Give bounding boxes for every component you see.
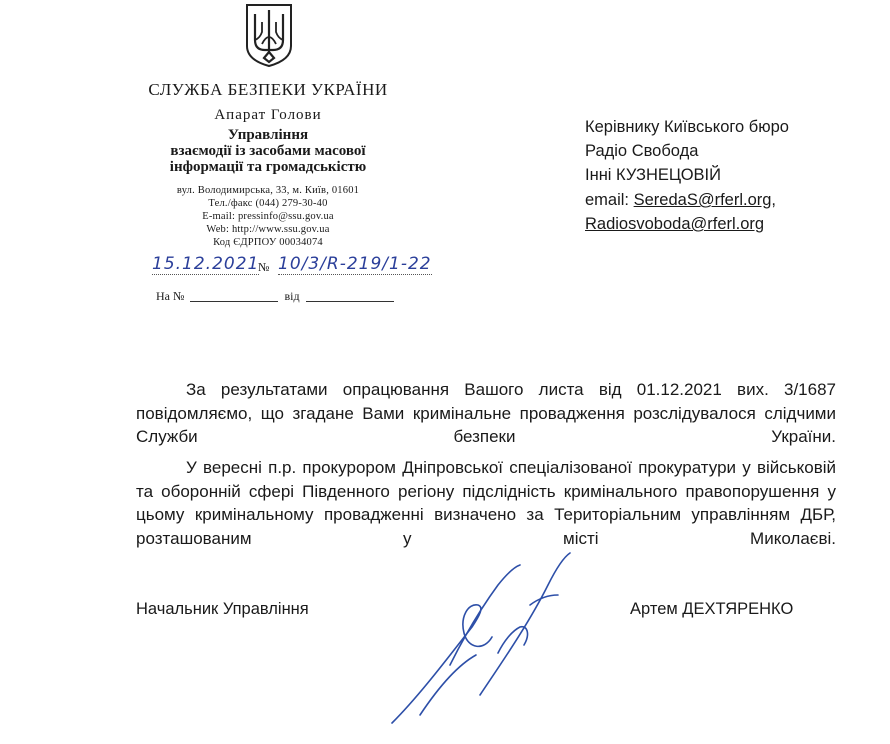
department-line: інформації та громадськістю [169,159,367,175]
signatory-title: Начальник Управління [136,600,309,618]
email-link-2[interactable]: Radiosvoboda@rferl.org [585,215,765,233]
handwritten-signature [380,545,600,730]
org-name: СЛУЖБА БЕЗПЕКИ УКРАЇНИ [148,80,388,99]
addressee-line: Радіо Свобода [585,142,699,160]
org-email: E-mail: pressinfo@ssu.gov.ua [202,211,334,222]
body-paragraph: За результатами опрацювання Вашого листа від 01.12.2021 вих. 3/1687 повідомляємо, що згадане Вами кримінальне провадження розслідувалося слідчими Служби безпеки України. [136,380,836,447]
department-line: Управління [227,127,309,143]
trident-coat-of-arms-icon [244,2,294,68]
body-paragraph: У вересні п.р. прокурором Дніпровської спеціалізованої прокуратури у військовій та оборонній сфері Південного регіону підслідність кримінального правопорушення у цьому кримінальному провадженні визначено за Територіальним управлінням ДБР, розташованим у місті Миколаєві. [136,458,836,548]
reference-blank [190,301,278,302]
org-web: Web: http://www.ssu.gov.ua [206,224,330,235]
addressee-name: Інні КУЗНЕЦОВІЙ [585,166,721,184]
department-line: взаємодії із засобами масової [170,143,366,159]
reference-line [156,289,400,304]
outgoing-number: 10/3/R-219/1-22 [278,254,432,274]
org-subdivision: Апарат Голови [214,107,322,123]
org-address: вул. Володимирська, 33, м. Київ, 01601 [176,185,360,196]
reference-from-label: від [284,289,300,303]
email-label: email: [585,191,634,209]
outgoing-number-label: № [258,260,270,274]
outgoing-date: 15.12.2021 [152,254,260,274]
reference-label: На № [156,289,185,303]
addressee-email-line [585,190,776,211]
org-tel-fax: Тел./факс (044) 279-30-40 [208,198,328,209]
org-edrpou: Код ЄДРПОУ 00034074 [213,237,323,248]
outgoing-number-line [150,252,470,282]
addressee-line: Керівнику Київського бюро [585,118,789,136]
email-link-1[interactable]: SeredaS@rferl.org, [633,191,777,209]
reference-date-blank [306,301,394,302]
signatory-name: Артем ДЕХТЯРЕНКО [630,600,794,618]
